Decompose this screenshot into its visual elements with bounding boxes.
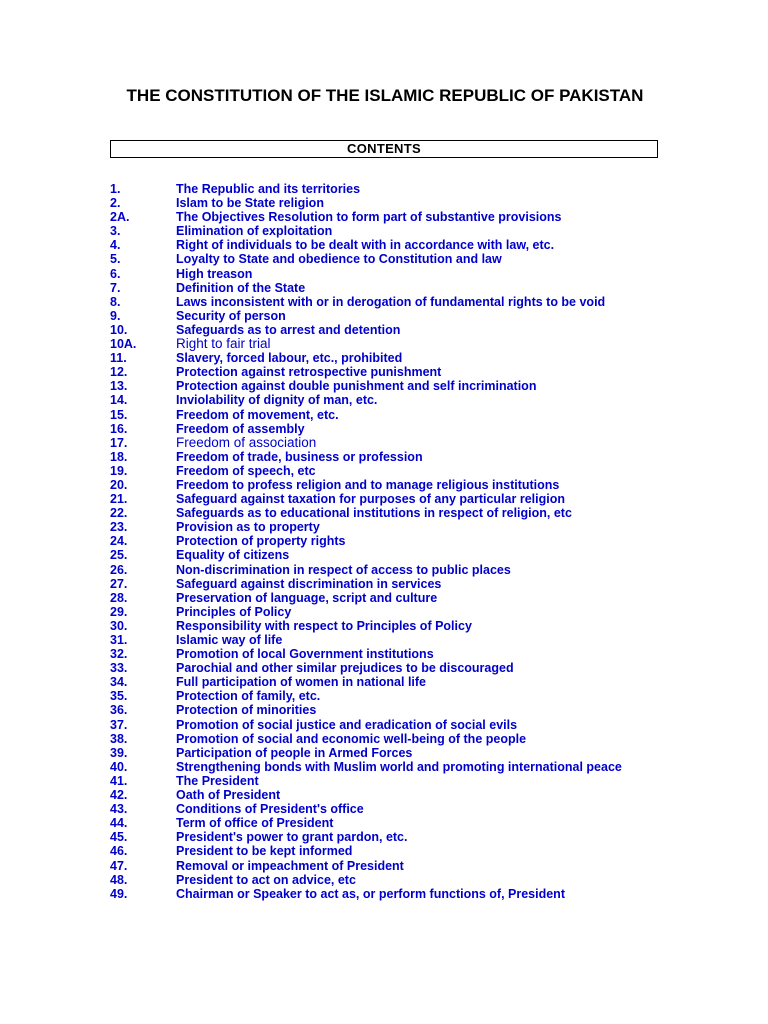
toc-entry[interactable] [110,563,660,577]
toc-entry[interactable] [110,732,660,746]
toc-entry-title[interactable]: Slavery, forced labour, etc., prohibited [176,351,403,366]
toc-entry-number: 1. [110,182,121,196]
toc-entry-title[interactable]: Definition of the State [176,280,306,295]
toc-entry[interactable] [110,887,660,901]
toc-entry-number: 13. [110,379,128,394]
toc-entry[interactable] [110,210,660,224]
toc-entry[interactable] [110,619,660,633]
toc-entry[interactable] [110,718,660,732]
toc-entry-title[interactable]: President to be kept informed [176,844,353,859]
toc-entry-title[interactable]: President to act on advice, etc [176,872,356,887]
toc-entry-number: 7. [110,280,121,295]
toc-entry-title[interactable]: Freedom of movement, etc. [176,407,339,422]
toc-entry-title[interactable]: The Republic and its territories [176,182,361,196]
contents-heading: CONTENTS [110,140,658,158]
toc-entry-number: 23. [110,520,128,535]
toc-entry-number: 12. [110,365,128,380]
toc-entry[interactable] [110,309,660,323]
toc-entry-title[interactable]: Term of office of President [176,816,334,831]
toc-entry-title[interactable]: Conditions of President's office [176,802,364,817]
toc-entry-title[interactable]: Inviolability of dignity of man, etc. [176,393,378,408]
toc-entry-title[interactable]: Elimination of exploitation [176,224,333,239]
toc-entry-title[interactable]: Parochial and other similar prejudices to be discouraged [176,661,514,676]
toc-entry-title[interactable]: Islam to be State religion [176,196,324,211]
toc-entry-number: 38. [110,731,128,746]
toc-entry-title[interactable]: The President [176,773,259,788]
toc-entry-number: 27. [110,576,128,591]
toc-entry[interactable] [110,859,660,873]
toc-entry-number: 33. [110,661,128,676]
toc-entry-title[interactable]: Preservation of language, script and culture [176,590,438,605]
toc-entry[interactable] [110,506,660,520]
toc-entry-number: 4. [110,238,121,253]
toc-entry-number: 35. [110,689,128,704]
toc-entry[interactable] [110,323,660,337]
toc-entry-title[interactable]: Safeguards as to educational institutions in respect of religion, etc [176,506,572,521]
toc-entry-title[interactable]: Laws inconsistent with or in derogation of fundamental rights to be void [176,294,606,309]
toc-entry[interactable] [110,689,660,703]
toc-entry-title[interactable]: Equality of citizens [176,548,290,563]
toc-entry-title[interactable]: Freedom to profess religion and to manage religious institutions [176,477,560,492]
toc-entry-number: 14. [110,393,128,408]
toc-entry-title[interactable]: Freedom of assembly [176,421,305,436]
toc-entry[interactable] [110,436,660,450]
toc-entry-title[interactable]: High treason [176,266,253,281]
toc-entry-title[interactable]: Full participation of women in national life [176,675,427,690]
toc-entry-title[interactable]: Protection of minorities [176,703,317,718]
toc-entry-title[interactable]: Safeguard against taxation for purposes of any particular religion [176,492,565,507]
toc-entry-number: 26. [110,562,128,577]
toc-entry-number: 25. [110,548,128,563]
toc-entry-number: 34. [110,675,128,690]
toc-entry-title[interactable]: Protection against retrospective punishment [176,365,442,380]
toc-entry[interactable] [110,605,660,619]
toc-entry-title[interactable]: Chairman or Speaker to act as, or perform functions of, President [176,886,565,901]
toc-entry-title[interactable]: Protection of family, etc. [176,689,321,704]
toc-entry[interactable] [110,703,660,717]
toc-entry[interactable] [110,647,660,661]
toc-entry[interactable] [110,591,660,605]
toc-entry-number: 5. [110,252,121,267]
toc-entry-title[interactable]: Principles of Policy [176,604,292,619]
toc-entry-number: 22. [110,506,128,521]
toc-entry[interactable] [110,295,660,309]
toc-entry[interactable] [110,844,660,858]
toc-entry-title[interactable]: Promotion of social justice and eradication of social evils [176,717,518,732]
toc-entry-number: 44. [110,816,128,831]
toc-entry-title[interactable]: Freedom of trade, business or profession [176,449,423,464]
toc-entry-number: 36. [110,703,128,718]
toc-entry[interactable] [110,661,660,675]
toc-entry[interactable] [110,873,660,887]
toc-entry-number: 43. [110,802,128,817]
toc-entry-number: 46. [110,844,128,859]
toc-entry-number: 20. [110,477,128,492]
toc-entry-number: 6. [110,266,121,281]
toc-entry-title[interactable]: Removal or impeachment of President [176,858,404,873]
toc-entry[interactable] [110,182,660,196]
document-title: THE CONSTITUTION OF THE ISLAMIC REPUBLIC OF PAKISTAN [126,86,644,105]
toc-entry[interactable] [110,816,660,830]
toc-entry-title[interactable]: Freedom of speech, etc [176,463,316,478]
toc-entry-number: 30. [110,618,128,633]
toc-entry-number: 9. [110,308,121,323]
toc-entry[interactable] [110,675,660,689]
toc-entry[interactable] [110,393,660,407]
toc-entry[interactable] [110,408,660,422]
toc-entry[interactable] [110,534,660,548]
toc-entry-title[interactable]: Islamic way of life [176,633,283,647]
toc-entry-title[interactable]: Protection of property rights [176,534,346,549]
toc-entry-number: 10A. [110,337,137,352]
toc-entry[interactable] [110,224,660,238]
toc-entry-number: 32. [110,647,128,662]
toc-entry-title[interactable]: Non-discrimination in respect of access to public places [176,562,511,577]
toc-entry-number: 41. [110,773,128,788]
toc-entry-number: 10. [110,322,128,337]
toc-entry-number: 18. [110,449,128,464]
toc-entry[interactable] [110,577,660,591]
toc-entry[interactable] [110,548,660,562]
toc-entry-title[interactable]: Promotion of local Government institutions [176,647,434,662]
toc-entry-number: 11. [110,351,127,366]
toc-entry[interactable] [110,281,660,295]
toc-entry[interactable] [110,633,660,647]
toc-entry[interactable] [110,788,660,802]
toc-entry[interactable] [110,760,660,774]
toc-entry[interactable] [110,520,660,534]
toc-entry[interactable] [110,252,660,266]
toc-entry[interactable] [110,196,660,210]
toc-entry-title[interactable]: Strengthening bonds with Muslim world and promoting international peace [176,759,622,774]
toc-entry[interactable] [110,267,660,281]
toc-entry-title[interactable]: Security of person [176,308,286,323]
toc-entry[interactable] [110,450,660,464]
toc-entry-number: 42. [110,788,128,803]
toc-entry-title[interactable]: The Objectives Resolution to form part of substantive provisions [176,210,562,225]
toc-entry[interactable] [110,422,660,436]
toc-entry[interactable] [110,379,660,393]
toc-entry-number: 31. [110,633,128,647]
toc-entry-title[interactable]: Safeguard against discrimination in services [176,576,442,591]
toc-entry-title[interactable]: Oath of President [176,788,281,803]
toc-entry[interactable] [110,365,660,379]
toc-entry-title[interactable]: Right of individuals to be dealt with in accordance with law, etc. [176,238,555,253]
toc-entry-number: 2A. [110,210,130,225]
toc-entry-title[interactable]: Promotion of social and economic well-being of the people [176,731,527,746]
toc-entry-number: 21. [110,492,128,507]
toc-entry-title[interactable]: Provision as to property [176,520,320,535]
toc-entry[interactable] [110,464,660,478]
toc-entry[interactable] [110,492,660,506]
toc-entry-number: 15. [110,407,128,422]
toc-entry-number: 48. [110,872,128,887]
toc-entry[interactable] [110,238,660,252]
toc-entry-number: 19. [110,463,128,478]
toc-entry-number: 17. [110,435,128,450]
toc-entry[interactable] [110,746,660,760]
toc-entry-number: 16. [110,421,128,436]
toc-entry-number: 49. [110,886,128,901]
toc-entry-number: 2. [110,196,121,211]
toc-entry-number: 28. [110,590,128,605]
toc-entry[interactable] [110,337,660,351]
toc-entry-number: 37. [110,717,128,732]
toc-entry-title[interactable]: Protection against double punishment and self incrimination [176,379,537,394]
toc-entry[interactable] [110,774,660,788]
toc-entry-title[interactable]: Right to fair trial [176,336,271,352]
toc-entry-number: 3. [110,224,121,239]
toc-entry[interactable] [110,478,660,492]
toc-entry[interactable] [110,351,660,365]
toc-entry-title[interactable]: President's power to grant pardon, etc. [176,830,408,845]
toc-entry-title[interactable]: Freedom of association [176,434,317,450]
toc-entry-number: 29. [110,604,128,619]
toc-entry-number: 24. [110,534,128,549]
toc-entry[interactable] [110,830,660,844]
toc-entry-title[interactable]: Responsibility with respect to Principles of Policy [176,618,472,633]
toc-entry-title[interactable]: Participation of people in Armed Forces [176,745,413,760]
toc-entry[interactable] [110,802,660,816]
toc-entry-title[interactable]: Loyalty to State and obedience to Constitution and law [176,252,502,267]
toc-entry-number: 45. [110,830,128,845]
toc-entry-number: 40. [110,759,128,774]
toc-entry-title[interactable]: Safeguards as to arrest and detention [176,322,401,337]
toc-entry-number: 8. [110,294,121,309]
toc-entry-number: 47. [110,858,128,873]
toc-entry-number: 39. [110,745,128,760]
table-of-contents [110,182,660,901]
